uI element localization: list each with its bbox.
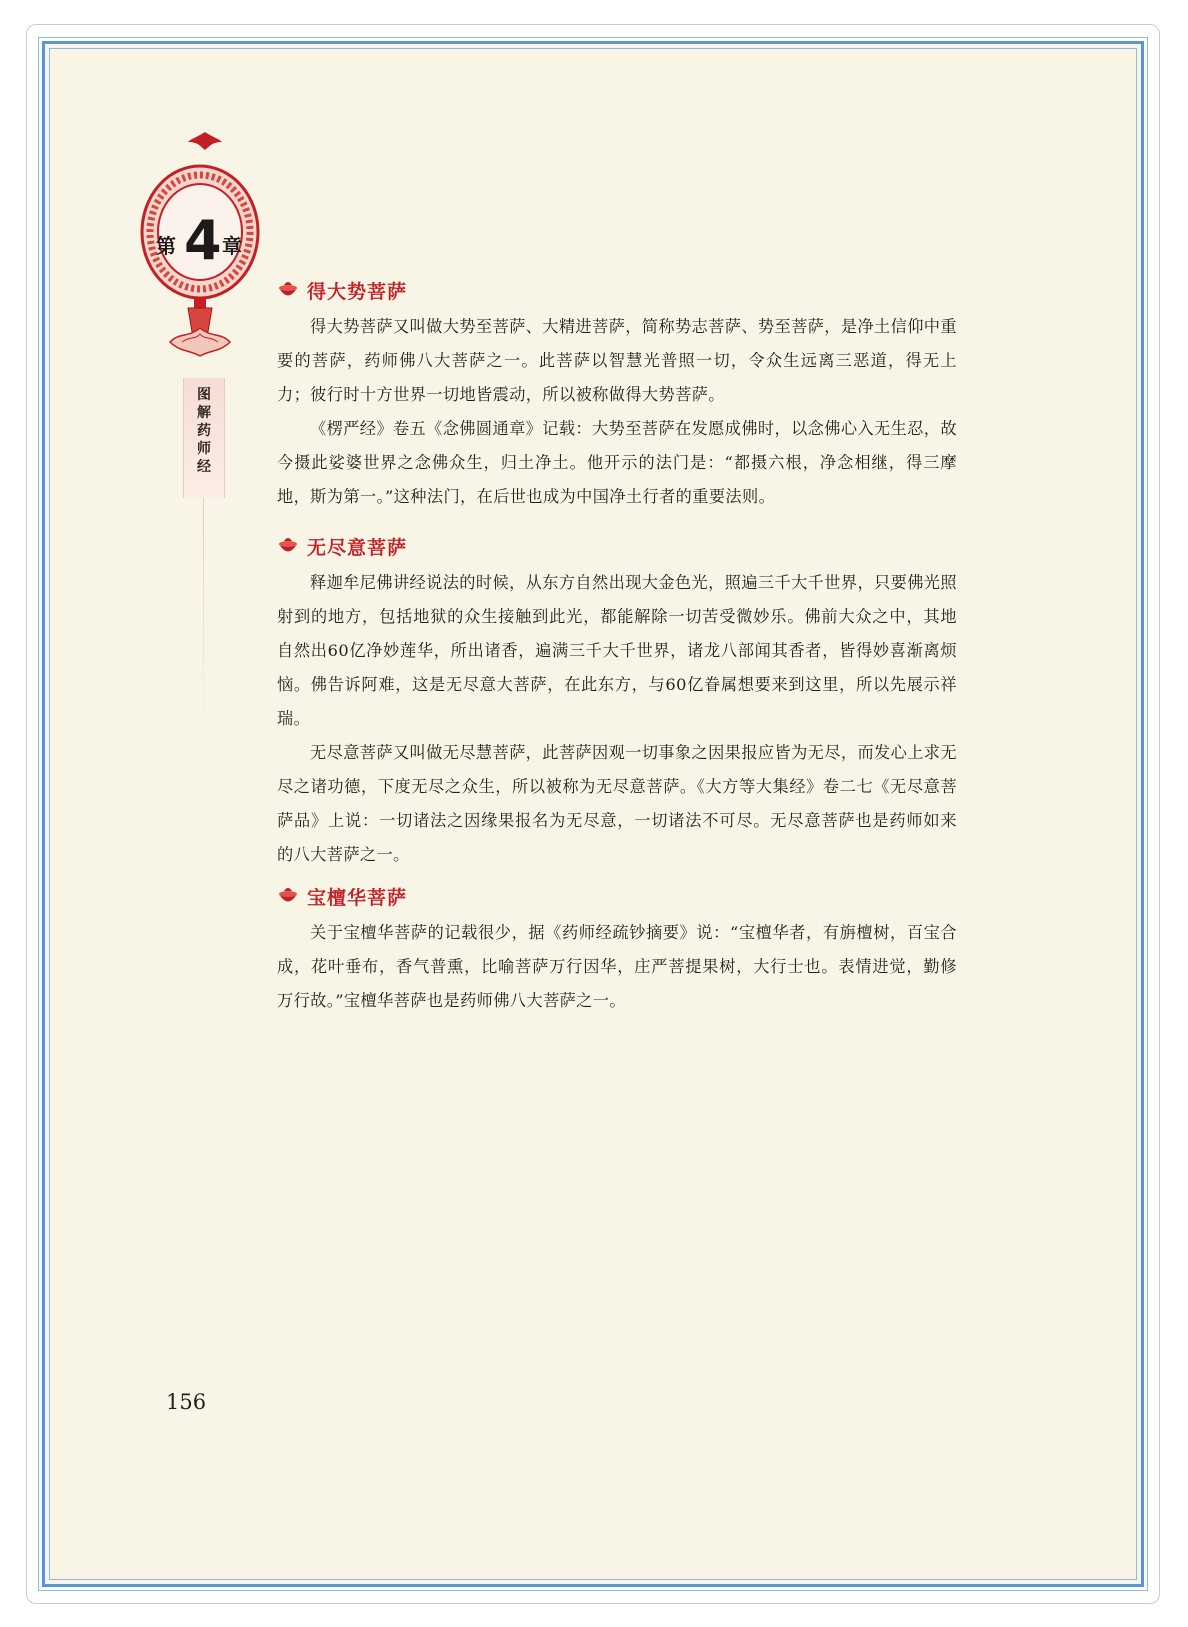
page-number: 156 — [166, 1390, 207, 1414]
book-title-char: 解 — [197, 405, 211, 421]
paragraph: 释迦牟尼佛讲经说法的时候，从东方自然出现大金色光，照遍三千大千世界，只要佛光照射到的地方，包括地狱的众生接触到此光，都能解除一切苦受微妙乐。佛前大众之中，其地自然出60亿净妙莲华，所出诸香，遍满三千大千世界，诸龙八部闻其香者，皆得妙喜渐离烦恼。佛告诉阿难，这是无尽意大菩萨，在此东方，与60亿眷属想要来到这里，所以先展示祥瑞。 — [277, 573, 957, 728]
book-title-char: 图 — [197, 387, 211, 403]
chapter-emblem — [140, 128, 270, 378]
paragraph: 关于宝檀华菩萨的记载很少，据《药师经疏钞摘要》说：“宝檀华者，有旃檀树，百宝合成，花叶垂布，香气普熏，比喻菩萨万行因华，庄严菩提果树，大行士也。表情进觉，勤修万行故。”宝檀华菩萨也是药师佛八大菩萨之一。 — [277, 923, 957, 1010]
section-title: 宝檀华菩萨 — [307, 886, 408, 909]
alms-bowl-icon — [277, 885, 299, 907]
book-title-char: 师 — [197, 441, 211, 457]
book-title-char: 药 — [197, 423, 211, 439]
chapter-number: 4 — [184, 209, 222, 272]
section-heading — [277, 270, 957, 310]
side-divider — [203, 498, 204, 738]
paragraph: 得大势菩萨又叫做大势至菩萨、大精进菩萨，简称势志菩萨、势至菩萨，是净土信仰中重要的菩萨，药师佛八大菩萨之一。此菩萨以智慧光普照一切，令众生远离三恶道，得无上力；彼行时十方世界一切地皆震动，所以被称做得大势菩萨。 — [277, 317, 957, 404]
chapter-suffix: 章 — [222, 234, 242, 258]
book-title-char: 经 — [197, 459, 211, 475]
section-de-da-shi — [277, 270, 957, 514]
section-bao-tan-hua — [277, 876, 957, 1018]
section-title: 得大势菩萨 — [307, 280, 408, 303]
alms-bowl-icon — [277, 279, 299, 301]
section-heading — [277, 876, 957, 916]
chapter-prefix: 第 — [156, 234, 176, 258]
alms-bowl-icon — [277, 535, 299, 557]
paragraph: 无尽意菩萨又叫做无尽慧菩萨，此菩萨因观一切事象之因果报应皆为无尽，而发心上求无尽之诸功德，下度无尽之众生，所以被称为无尽意菩萨。《大方等大集经》卷二七《无尽意菩萨品》上说：一切诸法之因缘果报名为无尽意，一切诸法不可尽。无尽意菩萨也是药师如来的八大菩萨之一。 — [277, 743, 957, 864]
section-title: 无尽意菩萨 — [307, 536, 408, 559]
section-wu-jin-yi — [277, 526, 957, 872]
section-heading — [277, 526, 957, 566]
paragraph: 《楞严经》卷五《念佛圆通章》记载：大势至菩萨在发愿成佛时，以念佛心入无生忍，故今摄此娑婆世界之念佛众生，归土净土。他开示的法门是：“都摄六根，净念相继，得三摩地，斯为第一。”这种法门，在后世也成为中国净土行者的重要法则。 — [277, 419, 957, 506]
book-title-vertical — [183, 378, 225, 498]
